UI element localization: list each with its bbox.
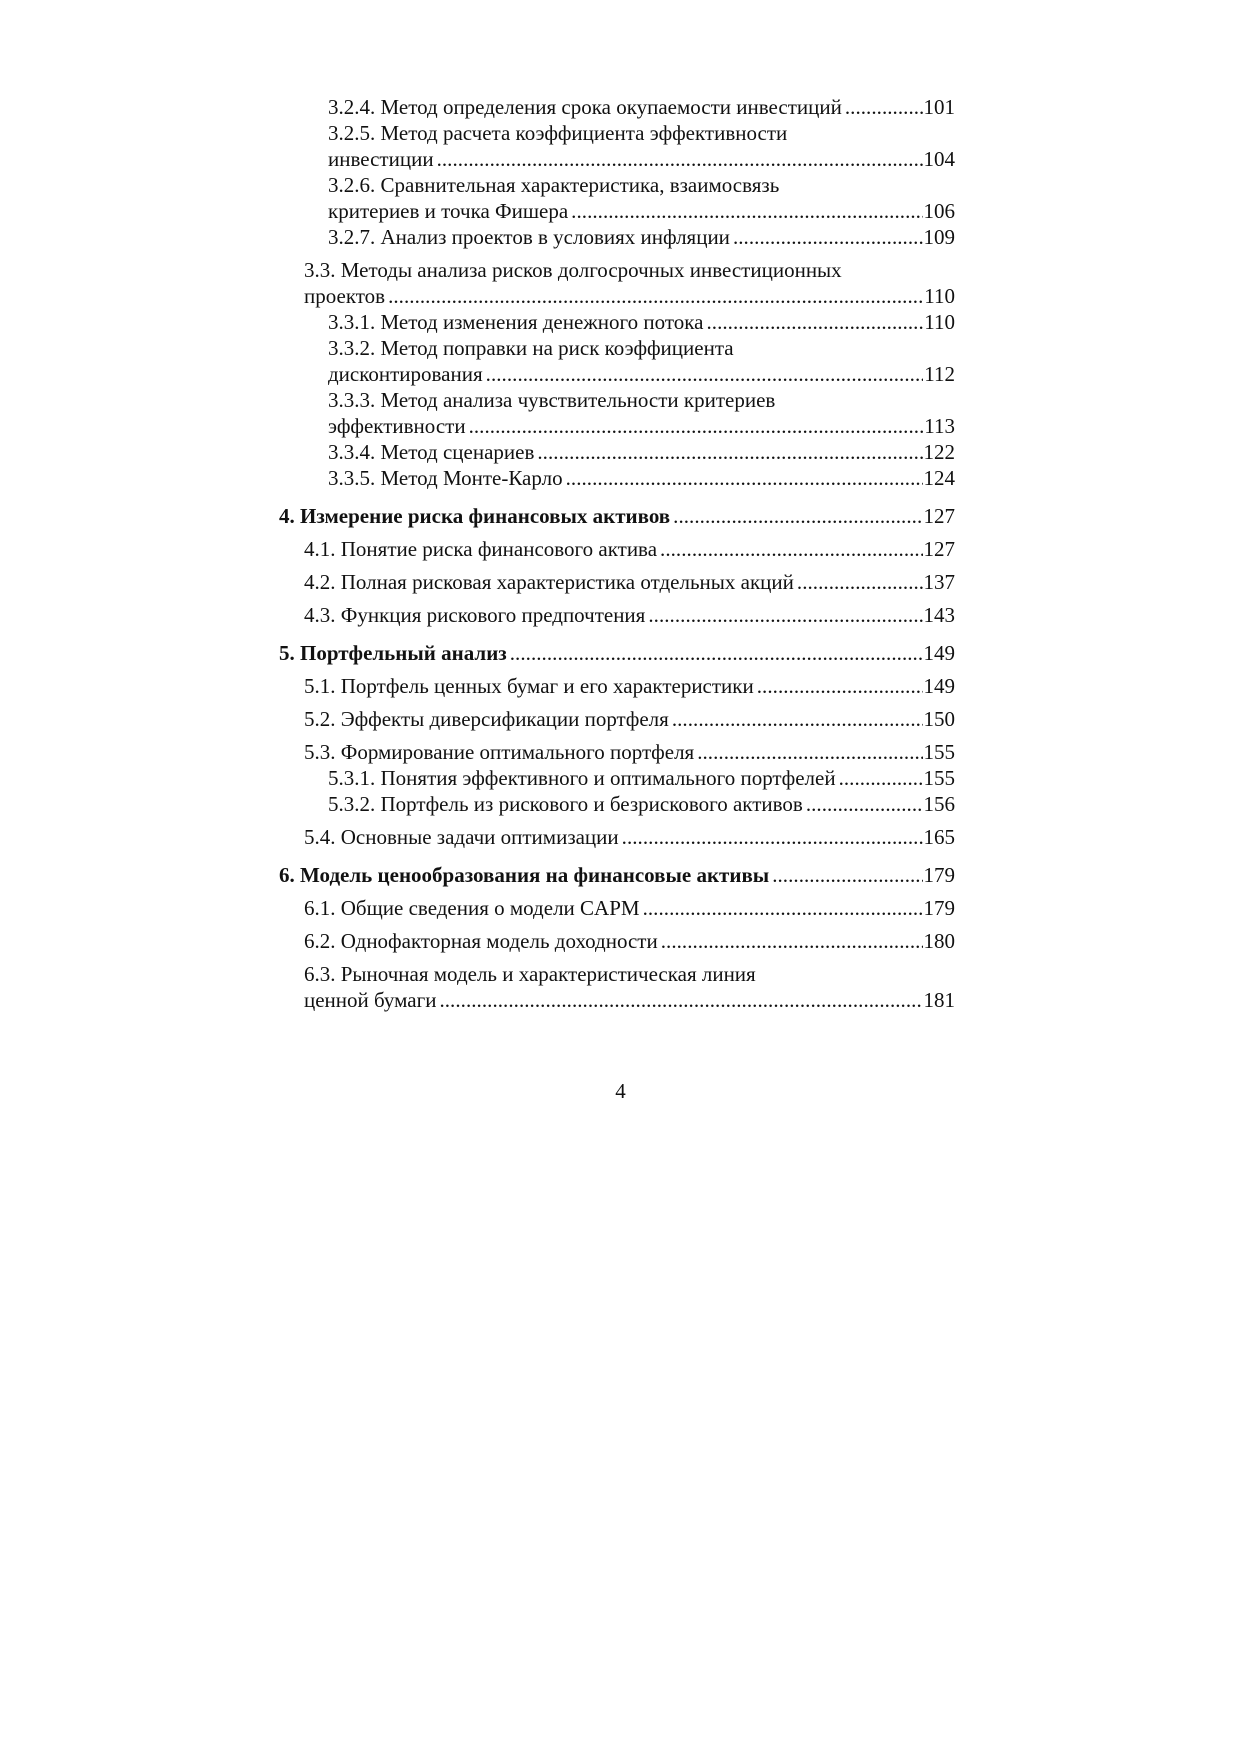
toc-entry-title: 6.1. Общие сведения о модели CAPM — [304, 896, 640, 920]
toc-leader-dots — [439, 987, 922, 1013]
toc-leader-dots — [566, 465, 923, 491]
toc-chapter-title: 6. Модель ценообразования на финансовые активы — [279, 863, 770, 887]
toc-entry-page: 179 — [923, 863, 955, 887]
toc-entry-title: 5.1. Портфель ценных бумаг и его характеристики — [304, 674, 754, 698]
toc-entry-title: 3.3.5. Метод Монте-Карло — [328, 466, 563, 490]
toc-leader-dots — [757, 673, 923, 699]
toc-entry-4-1 — [279, 536, 955, 562]
toc-entry-page: 156 — [923, 792, 955, 816]
toc-leader-dots — [673, 503, 922, 529]
toc-entry-title: ценной бумаги — [304, 988, 437, 1012]
toc-entry-title-line2 — [304, 283, 955, 309]
toc-entry-title-line2 — [328, 413, 955, 439]
toc-leader-dots — [660, 536, 922, 562]
toc-entry-3-3-3 — [279, 387, 955, 439]
toc-entry-page: 106 — [923, 199, 955, 223]
page-number: 4 — [615, 1079, 626, 1103]
toc-leader-dots — [510, 640, 923, 666]
toc-entry-page: 155 — [923, 766, 955, 790]
toc-entry-4-3 — [279, 602, 955, 628]
toc-entry-title-line2 — [328, 146, 955, 172]
toc-entry-title: 3.3.4. Метод сценариев — [328, 440, 535, 464]
toc-entry-4-2 — [279, 569, 955, 595]
toc-entry-title-line1: 3.2.6. Сравнительная характеристика, взаимосвязь — [328, 173, 780, 197]
toc-entry-page: 180 — [923, 929, 955, 953]
toc-entry-title: эффективности — [328, 414, 466, 438]
toc-entry-title: 5.3.1. Понятия эффективного и оптимального портфелей — [328, 766, 836, 790]
toc-leader-dots — [388, 283, 923, 309]
toc-entry-page: 149 — [923, 641, 955, 665]
toc-entry-page: 137 — [923, 570, 955, 594]
toc-entry-3-3-2 — [279, 335, 955, 387]
toc-entry-title: критериев и точка Фишера — [328, 199, 569, 223]
toc-leader-dots — [437, 146, 923, 172]
toc-entry-title: 4.1. Понятие риска финансового актива — [304, 537, 658, 561]
toc-entry-page: 150 — [923, 707, 955, 731]
toc-entry-5-1 — [279, 673, 955, 699]
toc-entry-5-3-1 — [279, 765, 955, 791]
toc-entry-title: дисконтирования — [328, 362, 483, 386]
toc-entry-page: 110 — [924, 284, 955, 308]
toc-leader-dots — [648, 602, 922, 628]
toc-leader-dots — [537, 439, 922, 465]
toc-entry-page: 155 — [923, 740, 955, 764]
toc-entry-3-3 — [279, 257, 955, 309]
toc-entry-5-3 — [279, 739, 955, 765]
toc-entry-title-line1: 3.3.2. Метод поправки на риск коэффициента — [328, 336, 734, 360]
toc-entry-page: 165 — [923, 825, 955, 849]
toc-chapter-6 — [279, 862, 955, 888]
toc-entry-5-3-2 — [279, 791, 955, 817]
toc-leader-dots — [806, 791, 923, 817]
toc-leader-dots — [661, 928, 923, 954]
toc-entry-title-line2 — [304, 987, 955, 1013]
toc-leader-dots — [706, 309, 923, 335]
toc-leader-dots — [672, 706, 923, 732]
toc-entry-title: 5.4. Основные задачи оптимизации — [304, 825, 619, 849]
toc-entry-title: 3.2.7. Анализ проектов в условиях инфляции — [328, 225, 730, 249]
toc-entry-page: 112 — [924, 362, 955, 386]
toc-leader-dots — [643, 895, 923, 921]
toc-entry-3-3-1 — [279, 309, 955, 335]
toc-entry-title-line2 — [328, 198, 955, 224]
table-of-contents — [279, 94, 955, 1013]
toc-entry-page: 122 — [923, 440, 955, 464]
toc-leader-dots — [486, 361, 924, 387]
toc-leader-dots — [697, 739, 922, 765]
toc-entry-title: 4.2. Полная рисковая характеристика отдельных акций — [304, 570, 794, 594]
toc-entry-5-4 — [279, 824, 955, 850]
toc-entry-6-3 — [279, 961, 955, 1013]
toc-entry-title: 4.3. Функция рискового предпочтения — [304, 603, 646, 627]
toc-leader-dots — [797, 569, 923, 595]
toc-leader-dots — [469, 413, 924, 439]
toc-entry-3-2-5 — [279, 120, 955, 172]
toc-entry-page: 127 — [923, 504, 955, 528]
toc-entry-page: 179 — [923, 896, 955, 920]
toc-entry-title: 3.3.1. Метод изменения денежного потока — [328, 310, 704, 334]
toc-chapter-4 — [279, 503, 955, 529]
toc-entry-page: 101 — [923, 95, 955, 119]
toc-entry-6-1 — [279, 895, 955, 921]
toc-entry-3-2-4 — [279, 94, 955, 120]
toc-entry-3-3-4 — [279, 439, 955, 465]
toc-leader-dots — [845, 94, 923, 120]
toc-entry-title: проектов — [304, 284, 386, 308]
toc-entry-title-line1: 3.2.5. Метод расчета коэффициента эффективности — [328, 121, 788, 145]
toc-entry-title: инвестиции — [328, 147, 434, 171]
toc-entry-3-2-6 — [279, 172, 955, 224]
toc-entry-title-line1: 3.3. Методы анализа рисков долгосрочных инвестиционных — [304, 258, 842, 282]
toc-leader-dots — [839, 765, 923, 791]
toc-leader-dots — [733, 224, 923, 250]
toc-leader-dots — [622, 824, 923, 850]
toc-entry-3-2-7 — [279, 224, 955, 250]
toc-entry-title: 3.2.4. Метод определения срока окупаемости инвестиций — [328, 95, 842, 119]
toc-entry-page: 149 — [923, 674, 955, 698]
toc-entry-title-line2 — [328, 361, 955, 387]
toc-chapter-title: 4. Измерение риска финансовых активов — [279, 504, 671, 528]
toc-entry-5-2 — [279, 706, 955, 732]
toc-leader-dots — [571, 198, 922, 224]
toc-entry-page: 113 — [924, 414, 955, 438]
toc-entry-page: 181 — [923, 988, 955, 1012]
toc-entry-title-line1: 3.3.3. Метод анализа чувствительности критериев — [328, 388, 776, 412]
toc-entry-page: 110 — [924, 310, 955, 334]
toc-chapter-5 — [279, 640, 955, 666]
toc-entry-title: 5.2. Эффекты диверсификации портфеля — [304, 707, 669, 731]
toc-entry-title-line1: 6.3. Рыночная модель и характеристическая линия — [304, 962, 756, 986]
toc-entry-title: 5.3.2. Портфель из рискового и безрискового активов — [328, 792, 803, 816]
toc-entry-title: 5.3. Формирование оптимального портфеля — [304, 740, 695, 764]
toc-entry-3-3-5 — [279, 465, 955, 491]
toc-entry-title: 6.2. Однофакторная модель доходности — [304, 929, 658, 953]
toc-entry-page: 104 — [923, 147, 955, 171]
toc-entry-6-2 — [279, 928, 955, 954]
toc-entry-page: 124 — [923, 466, 955, 490]
toc-entry-page: 143 — [923, 603, 955, 627]
toc-entry-page: 109 — [923, 225, 955, 249]
toc-chapter-title: 5. Портфельный анализ — [279, 641, 507, 665]
toc-entry-page: 127 — [923, 537, 955, 561]
toc-leader-dots — [772, 862, 922, 888]
